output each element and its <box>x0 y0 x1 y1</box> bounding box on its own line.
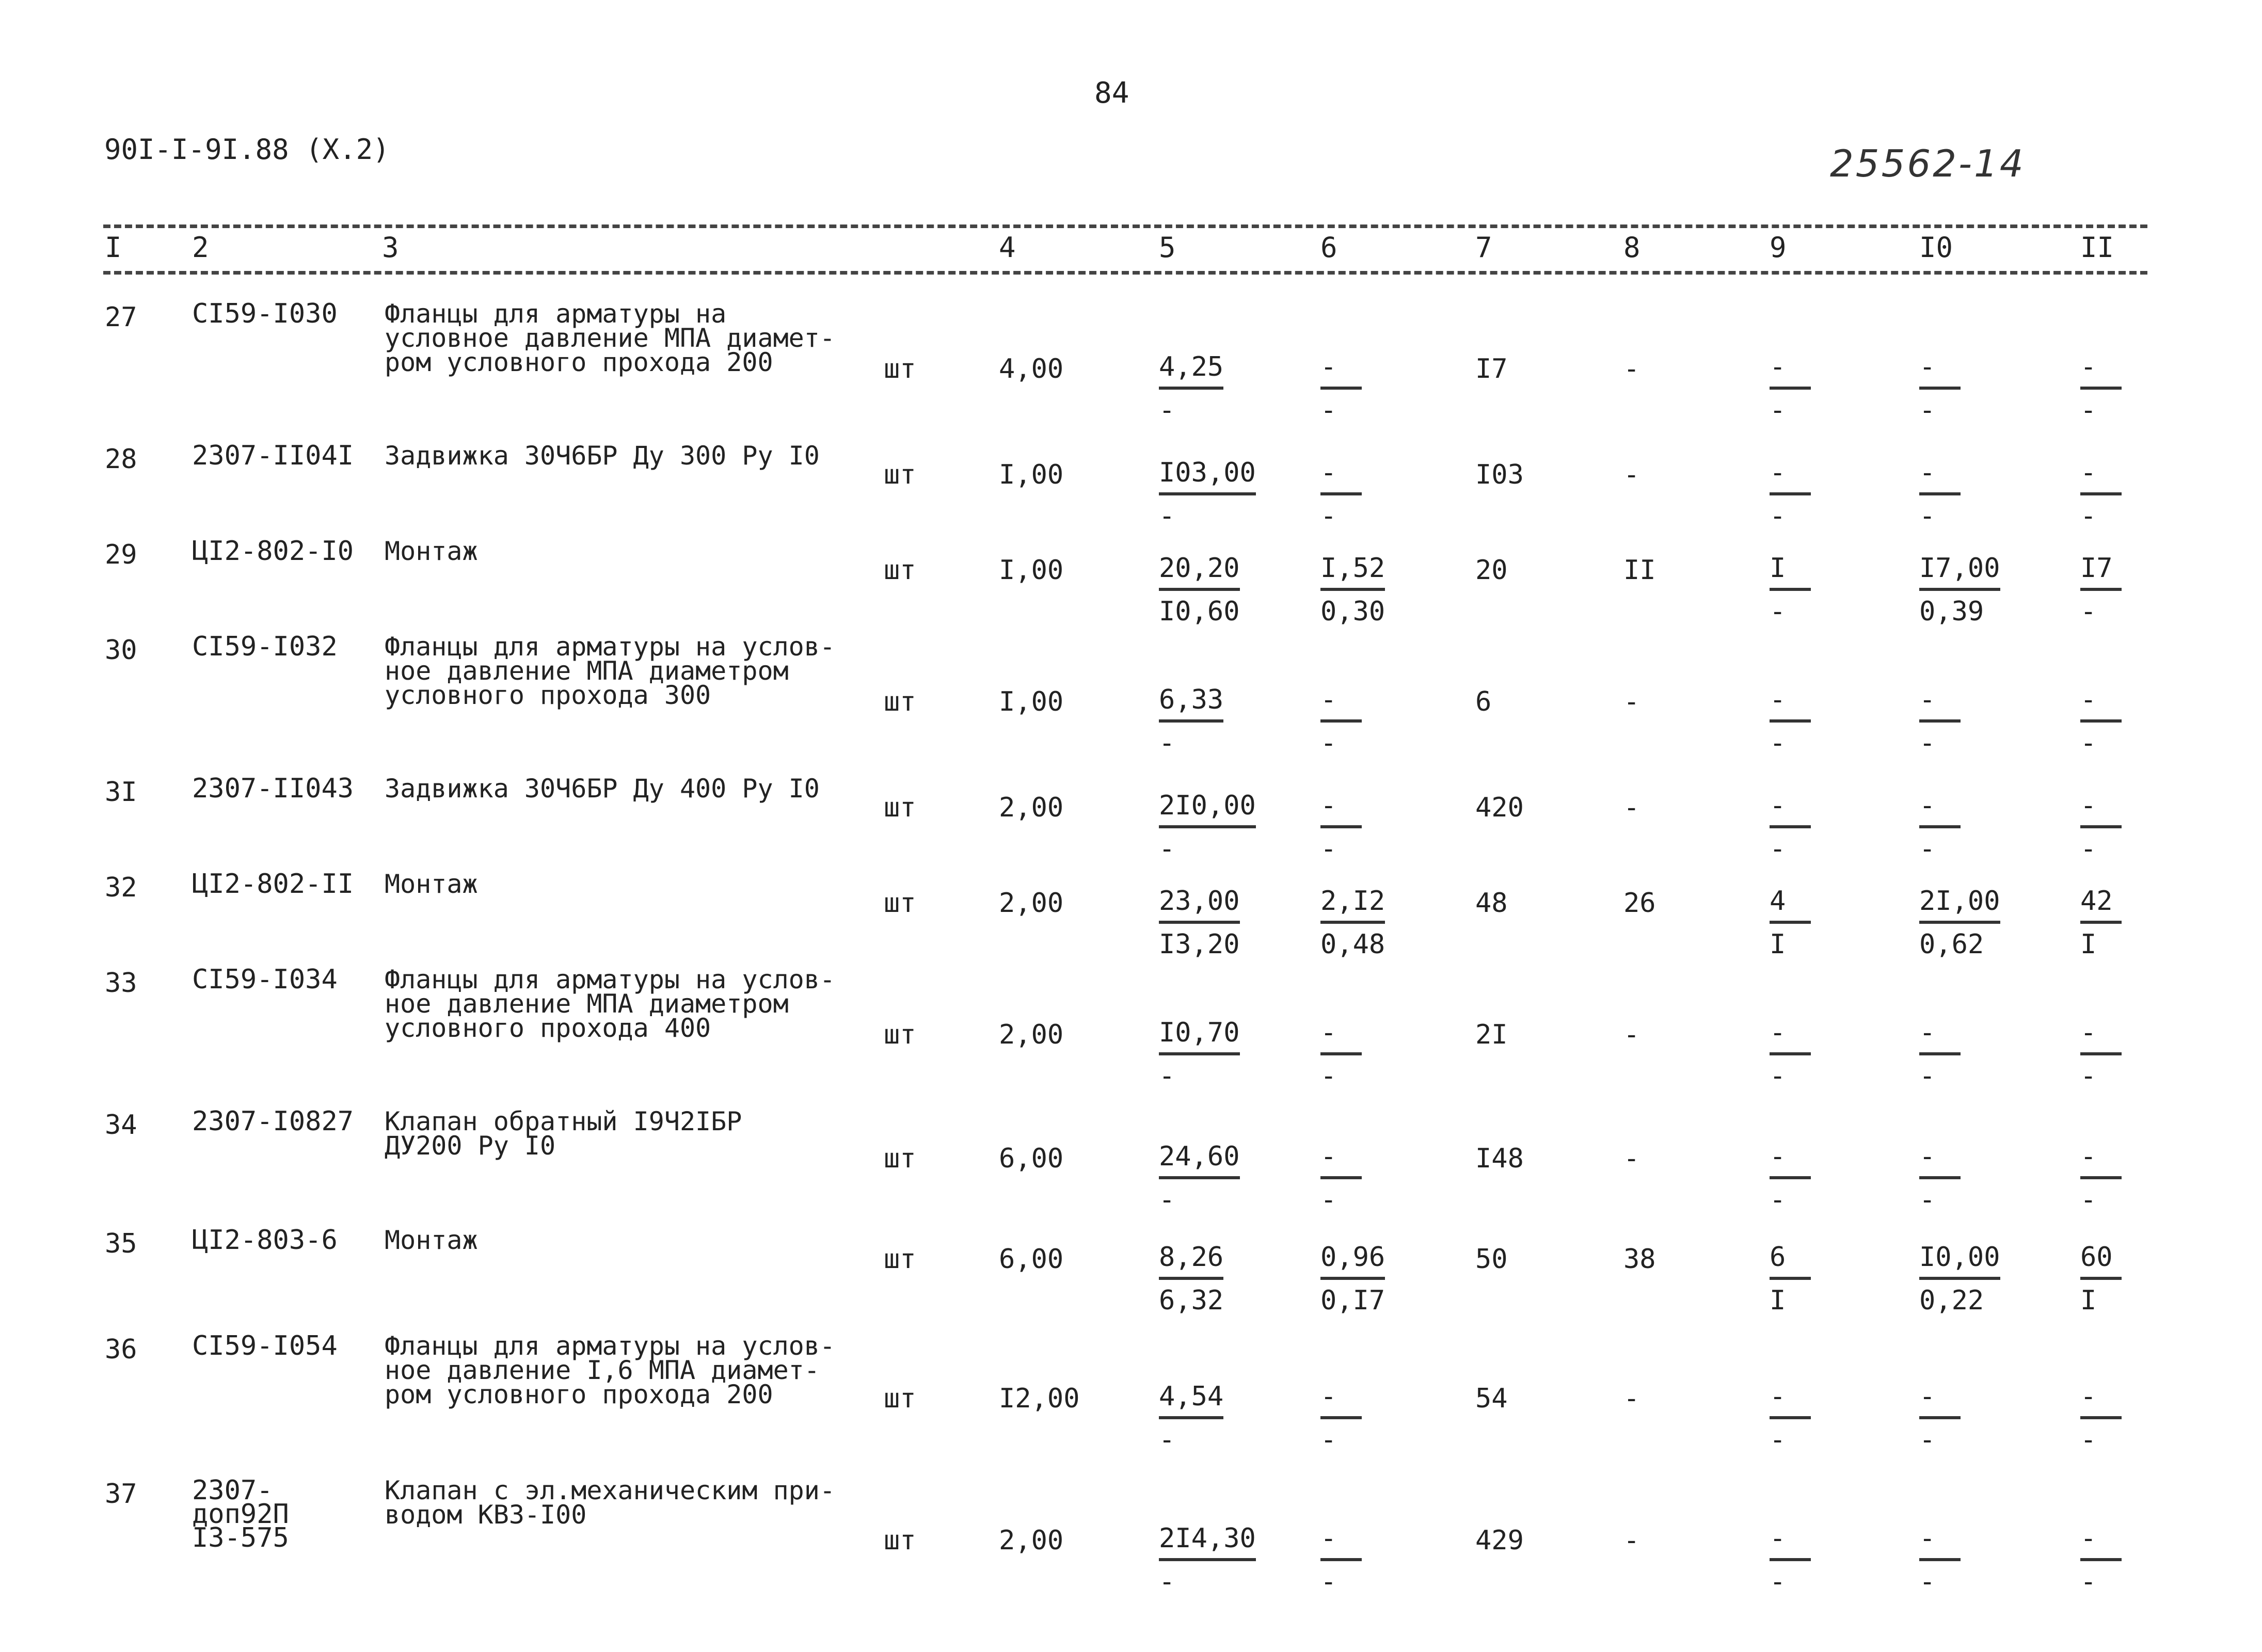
table-row <box>0 440 2262 547</box>
fraction-c10 <box>1919 792 1961 862</box>
fraction-c11 <box>2080 351 2122 426</box>
item-description: Задвижка 30Ч6БР Ду 400 Ру I0 <box>385 774 820 804</box>
col8-value: - <box>1623 792 1640 823</box>
col7-value: 48 <box>1475 888 1508 919</box>
fraction-numerator: I7 <box>2080 555 2122 591</box>
fraction-numerator: - <box>2080 792 2122 828</box>
unit: шт <box>884 686 916 717</box>
item-description: Фланцы для арматуры на условное давление МПА диамет- ром условного прохода 200 <box>385 299 835 377</box>
fraction-numerator: - <box>1770 686 1811 723</box>
fraction-numerator: - <box>1919 459 1961 495</box>
fraction-denominator: - <box>1770 1184 1786 1215</box>
fraction-denominator: - <box>1770 1424 1786 1455</box>
column-header-6: 6 <box>1320 231 1337 264</box>
fraction-numerator: I7,00 <box>1919 555 2000 591</box>
column-header-1: I <box>105 231 122 264</box>
fraction-numerator: 2I,00 <box>1919 888 2000 924</box>
fraction-numerator: 4,54 <box>1159 1383 1223 1419</box>
fraction-numerator: - <box>2080 1143 2122 1179</box>
col7-value: 420 <box>1475 792 1524 823</box>
fraction-numerator: - <box>1320 354 1362 390</box>
fraction-numerator: - <box>1770 1143 1811 1179</box>
fraction-denominator: - <box>1159 501 1175 532</box>
fraction-denominator: - <box>1159 395 1175 426</box>
fraction-numerator: - <box>2080 459 2122 495</box>
fraction-c5 <box>1159 888 1240 958</box>
fraction-numerator: - <box>1770 1383 1811 1419</box>
fraction-denominator: - <box>1320 1184 1337 1215</box>
row-number: 32 <box>105 872 137 903</box>
fraction-numerator: I0,00 <box>1919 1244 2000 1280</box>
fraction-c5 <box>1159 792 1256 862</box>
fraction-denominator: - <box>1919 1184 1936 1215</box>
row-number: 28 <box>105 444 137 475</box>
fraction-denominator: - <box>1320 501 1337 532</box>
table-row <box>0 1330 2262 1455</box>
column-header-8: 8 <box>1623 231 1640 264</box>
fraction-c9 <box>1770 459 1811 530</box>
fraction-numerator: - <box>1919 686 1961 723</box>
fraction-denominator: - <box>1320 833 1337 864</box>
fraction-c9 <box>1770 1383 1811 1453</box>
fraction-denominator: - <box>1159 833 1175 864</box>
unit: шт <box>884 555 916 586</box>
fraction-c10 <box>1919 351 1961 426</box>
table-row <box>0 1475 2262 1597</box>
fraction-denominator: - <box>2080 728 2097 759</box>
item-description: Монтаж <box>385 1225 478 1255</box>
item-code: ЦI2-802-I0 <box>192 536 354 567</box>
col7-value: 50 <box>1475 1244 1508 1275</box>
quantity: 2,00 <box>999 1019 1064 1050</box>
fraction-denominator: I <box>2080 929 2097 960</box>
fraction-numerator: - <box>1770 792 1811 828</box>
column-header-11: II <box>2080 231 2114 264</box>
quantity: 4,00 <box>999 354 1064 384</box>
fraction-c5 <box>1159 686 1223 757</box>
fraction-numerator: 4 <box>1770 888 1811 924</box>
fraction-numerator: - <box>1919 1143 1961 1179</box>
table-row <box>0 1106 2262 1215</box>
fraction-denominator: I3,20 <box>1159 929 1240 960</box>
fraction-denominator: 0,22 <box>1919 1285 1984 1316</box>
item-description: Фланцы для арматуры на услов- ное давление МПА диаметром условного прохода 300 <box>385 632 835 710</box>
fraction-c11 <box>2080 1383 2122 1453</box>
fraction-denominator: - <box>2080 501 2097 532</box>
col8-value: II <box>1623 555 1656 586</box>
fraction-numerator: - <box>2080 1525 2122 1561</box>
fraction-c6 <box>1320 888 1385 958</box>
item-code: 2307-II043 <box>192 773 354 804</box>
fraction-c5 <box>1159 1017 1240 1092</box>
fraction-denominator: - <box>1919 1424 1936 1455</box>
fraction-numerator: 24,60 <box>1159 1143 1240 1179</box>
fraction-numerator: - <box>1919 1019 1961 1055</box>
fraction-c5 <box>1159 1244 1223 1314</box>
fraction-denominator: I0,60 <box>1159 596 1240 627</box>
fraction-denominator: - <box>1919 1566 1936 1597</box>
quantity: I,00 <box>999 686 1064 717</box>
fraction-c5 <box>1159 1525 1256 1595</box>
fraction-c11 <box>2080 792 2122 862</box>
item-code: 2307-II04I <box>192 440 354 471</box>
fraction-denominator: - <box>1320 1566 1337 1597</box>
fraction-c11 <box>2080 1244 2122 1314</box>
unit: шт <box>884 1019 916 1050</box>
fraction-c11 <box>2080 888 2122 958</box>
fraction-numerator: - <box>2080 1019 2122 1055</box>
fraction-c10 <box>1919 459 1961 530</box>
fraction-denominator: - <box>2080 833 2097 864</box>
fraction-denominator: 0,62 <box>1919 929 1984 960</box>
fraction-c6 <box>1320 1143 1362 1213</box>
fraction-numerator: 2,I2 <box>1320 888 1385 924</box>
item-code: CI59-I034 <box>192 964 338 995</box>
fraction-numerator: - <box>1919 792 1961 828</box>
quantity: 2,00 <box>999 792 1064 823</box>
item-code: CI59-I054 <box>192 1330 338 1361</box>
fraction-numerator: I <box>1770 555 1811 591</box>
item-code: CI59-I030 <box>192 298 338 329</box>
fraction-c6 <box>1320 1017 1362 1092</box>
fraction-denominator: - <box>1770 833 1786 864</box>
fraction-numerator: 23,00 <box>1159 888 1240 924</box>
fraction-numerator: 0,96 <box>1320 1244 1385 1280</box>
fraction-numerator: - <box>1919 1383 1961 1419</box>
fraction-c5 <box>1159 459 1256 530</box>
fraction-numerator: 20,20 <box>1159 555 1240 591</box>
quantity: 6,00 <box>999 1143 1064 1174</box>
fraction-numerator: - <box>1919 1525 1961 1561</box>
column-header-9: 9 <box>1770 231 1787 264</box>
fraction-denominator: - <box>1770 501 1786 532</box>
fraction-c5 <box>1159 351 1224 426</box>
quantity: 6,00 <box>999 1244 1064 1275</box>
fraction-denominator: - <box>1159 1061 1175 1092</box>
fraction-denominator: - <box>2080 1566 2097 1597</box>
fraction-denominator: 6,32 <box>1159 1285 1224 1316</box>
col7-value: 6 <box>1475 686 1492 717</box>
fraction-denominator: I <box>2080 1285 2097 1316</box>
handwritten-number: 25562-14 <box>1830 142 2026 185</box>
fraction-numerator: - <box>1919 354 1961 390</box>
fraction-numerator: - <box>2080 354 2122 390</box>
fraction-c11 <box>2080 459 2122 530</box>
quantity: I,00 <box>999 555 1064 586</box>
fraction-numerator: I,52 <box>1320 555 1385 591</box>
fraction-denominator: I <box>1770 929 1786 960</box>
fraction-c10 <box>1919 555 2000 625</box>
fraction-denominator: - <box>1320 1424 1337 1455</box>
col8-value: - <box>1623 1143 1640 1174</box>
table-row <box>0 1225 2262 1332</box>
row-number: 29 <box>105 539 137 570</box>
col7-value: 429 <box>1475 1525 1524 1556</box>
col8-value: 26 <box>1623 888 1656 919</box>
fraction-denominator: - <box>1919 1061 1936 1092</box>
fraction-c9 <box>1770 1143 1811 1213</box>
fraction-denominator: - <box>1320 1061 1337 1092</box>
row-number: 33 <box>105 968 137 999</box>
table-row <box>0 773 2262 880</box>
unit: шт <box>884 1383 916 1414</box>
row-number: 35 <box>105 1228 137 1259</box>
fraction-c11 <box>2080 555 2122 625</box>
unit: шт <box>884 888 916 919</box>
fraction-numerator: - <box>1320 686 1362 723</box>
fraction-c9 <box>1770 1525 1811 1595</box>
item-description: Клапан обратный I9Ч2IБР ДУ200 Ру I0 <box>385 1106 742 1161</box>
fraction-numerator: 8,26 <box>1159 1244 1223 1280</box>
fraction-c5 <box>1159 1383 1223 1453</box>
fraction-denominator: 0,48 <box>1320 929 1385 960</box>
col7-value: I7 <box>1475 354 1508 384</box>
fraction-denominator: - <box>1320 395 1337 426</box>
fraction-denominator: - <box>1159 1566 1175 1597</box>
col7-value: I48 <box>1475 1143 1524 1174</box>
item-code: 2307-I0827 <box>192 1106 354 1137</box>
fraction-denominator: 0,I7 <box>1320 1285 1385 1316</box>
fraction-denominator: - <box>1919 501 1936 532</box>
fraction-c10 <box>1919 1143 1961 1213</box>
quantity: I2,00 <box>999 1383 1080 1414</box>
item-description: Монтаж <box>385 869 478 899</box>
fraction-denominator: - <box>1159 1424 1175 1455</box>
document-code: 90I-I-9I.88 (X.2) <box>104 133 390 166</box>
quantity: 2,00 <box>999 888 1064 919</box>
fraction-denominator: - <box>1320 728 1337 759</box>
fraction-denominator: - <box>1770 1566 1786 1597</box>
fraction-c6 <box>1320 686 1362 757</box>
fraction-numerator: 42 <box>2080 888 2122 924</box>
column-header-4: 4 <box>999 231 1016 264</box>
fraction-denominator: 0,39 <box>1919 596 1984 627</box>
fraction-c6 <box>1320 459 1362 530</box>
fraction-denominator: - <box>1919 395 1936 426</box>
row-number: 34 <box>105 1110 137 1141</box>
fraction-denominator: - <box>1159 728 1175 759</box>
fraction-c6 <box>1320 1244 1385 1314</box>
fraction-c9 <box>1770 351 1811 426</box>
table-row <box>0 536 2262 643</box>
fraction-c6 <box>1320 1383 1362 1453</box>
item-code: 2307- доп92П I3-575 <box>192 1475 289 1553</box>
fraction-numerator: - <box>1320 1525 1362 1561</box>
row-number: 27 <box>105 302 137 333</box>
fraction-c10 <box>1919 888 2000 958</box>
fraction-denominator: - <box>2080 1061 2097 1092</box>
fraction-numerator: 2I4,30 <box>1159 1525 1256 1561</box>
fraction-c11 <box>2080 1143 2122 1213</box>
column-header-5: 5 <box>1159 231 1176 264</box>
fraction-numerator: - <box>1320 792 1362 828</box>
table-row <box>0 869 2262 975</box>
item-description: Клапан с эл.механическим при- водом КВЗ-I00 <box>385 1475 835 1530</box>
fraction-denominator: - <box>1159 1184 1175 1215</box>
unit: шт <box>884 459 916 490</box>
page-number: 84 <box>1094 76 1129 110</box>
table-row <box>0 631 2262 759</box>
fraction-numerator: - <box>1320 459 1362 495</box>
unit: шт <box>884 354 916 384</box>
fraction-numerator: - <box>1770 1525 1811 1561</box>
col8-value: 38 <box>1623 1244 1656 1275</box>
row-number: 3I <box>105 777 137 808</box>
fraction-denominator: I <box>1770 1285 1786 1316</box>
fraction-numerator: 6 <box>1770 1244 1811 1280</box>
item-description: Фланцы для арматуры на услов- ное давление МПА диаметром условного прохода 400 <box>385 965 835 1043</box>
column-header-7: 7 <box>1475 231 1492 264</box>
col7-value: 2I <box>1475 1019 1508 1050</box>
fraction-numerator: - <box>1320 1019 1362 1055</box>
fraction-c9 <box>1770 686 1811 757</box>
fraction-numerator: - <box>1770 354 1811 390</box>
fraction-c9 <box>1770 1017 1811 1092</box>
fraction-c10 <box>1919 686 1961 757</box>
fraction-denominator: - <box>2080 395 2097 426</box>
fraction-c9 <box>1770 792 1811 862</box>
fraction-denominator: - <box>1919 833 1936 864</box>
fraction-c10 <box>1919 1244 2000 1314</box>
fraction-c6 <box>1320 351 1362 426</box>
fraction-c9 <box>1770 888 1811 958</box>
item-description: Задвижка 30Ч6БР Ду 300 Ру I0 <box>385 441 820 471</box>
item-description: Монтаж <box>385 536 478 566</box>
col8-value: - <box>1623 686 1640 717</box>
column-header-10: I0 <box>1919 231 1953 264</box>
fraction-denominator: - <box>1770 728 1786 759</box>
fraction-numerator: I0,70 <box>1159 1019 1240 1055</box>
unit: шт <box>884 1525 916 1556</box>
fraction-denominator: - <box>1770 395 1786 426</box>
fraction-denominator: - <box>2080 596 2097 627</box>
col8-value: - <box>1623 1525 1640 1556</box>
item-code: ЦI2-803-6 <box>192 1225 338 1256</box>
item-code: ЦI2-802-II <box>192 869 354 900</box>
fraction-c10 <box>1919 1525 1961 1595</box>
table-row <box>0 298 2262 426</box>
fraction-numerator: - <box>1320 1143 1362 1179</box>
fraction-c9 <box>1770 555 1811 625</box>
fraction-numerator: 4,25 <box>1159 354 1223 390</box>
unit: шт <box>884 792 916 823</box>
fraction-c6 <box>1320 555 1385 625</box>
fraction-c11 <box>2080 1017 2122 1092</box>
col7-value: 20 <box>1475 555 1508 586</box>
col7-value: I03 <box>1475 459 1524 490</box>
fraction-denominator: - <box>1770 1061 1786 1092</box>
fraction-numerator: - <box>2080 1383 2122 1419</box>
fraction-c6 <box>1320 1525 1362 1595</box>
fraction-c11 <box>2080 1525 2122 1595</box>
fraction-denominator: - <box>1919 728 1936 759</box>
col8-value: - <box>1623 1019 1640 1050</box>
fraction-denominator: 0,30 <box>1320 596 1385 627</box>
col8-value: - <box>1623 459 1640 490</box>
fraction-denominator: - <box>1770 596 1786 627</box>
col8-value: - <box>1623 1383 1640 1414</box>
unit: шт <box>884 1244 916 1275</box>
item-description: Фланцы для арматуры на услов- ное давление I,6 МПА диамет- ром условного прохода 200 <box>385 1331 835 1409</box>
fraction-numerator: - <box>1320 1383 1362 1419</box>
fraction-numerator: - <box>1770 459 1811 495</box>
col8-value: - <box>1623 354 1640 384</box>
fraction-c6 <box>1320 792 1362 862</box>
quantity: 2,00 <box>999 1525 1064 1556</box>
fraction-numerator: I03,00 <box>1159 459 1256 495</box>
row-number: 36 <box>105 1334 137 1365</box>
fraction-numerator: 2I0,00 <box>1159 792 1256 828</box>
column-header-3: 3 <box>382 231 399 264</box>
fraction-numerator: 60 <box>2080 1244 2122 1280</box>
fraction-numerator: - <box>2080 686 2122 723</box>
fraction-c9 <box>1770 1244 1811 1314</box>
fraction-denominator: - <box>2080 1184 2097 1215</box>
row-number: 30 <box>105 635 137 666</box>
fraction-denominator: - <box>2080 1424 2097 1455</box>
item-code: CI59-I032 <box>192 631 338 662</box>
fraction-c5 <box>1159 555 1240 625</box>
fraction-c11 <box>2080 686 2122 757</box>
fraction-numerator: 6,33 <box>1159 686 1223 723</box>
column-header-2: 2 <box>192 231 209 264</box>
col7-value: 54 <box>1475 1383 1508 1414</box>
row-number: 37 <box>105 1479 137 1510</box>
fraction-c10 <box>1919 1383 1961 1453</box>
quantity: I,00 <box>999 459 1064 490</box>
table-row <box>0 964 2262 1092</box>
fraction-c5 <box>1159 1143 1240 1213</box>
fraction-numerator: - <box>1770 1019 1811 1055</box>
unit: шт <box>884 1143 916 1174</box>
fraction-c10 <box>1919 1017 1961 1092</box>
